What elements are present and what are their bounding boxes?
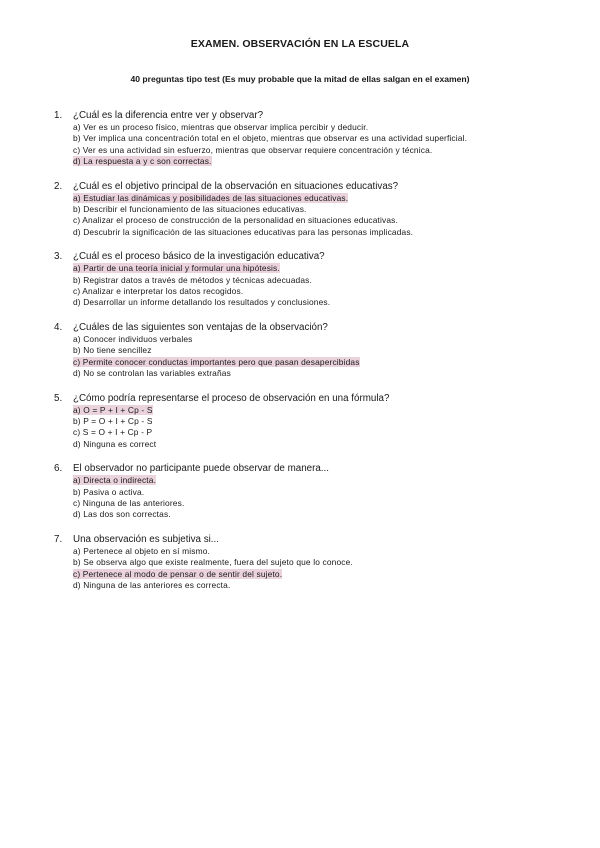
option-list xyxy=(54,122,554,167)
question-line xyxy=(54,109,554,122)
answer-text: c) Analizar el proceso de construcción de la personalidad en situaciones educativas. xyxy=(73,215,398,226)
question-line xyxy=(54,533,554,546)
option-list xyxy=(54,475,554,520)
document-subtitle: 40 preguntas tipo test (Es muy probable que la mitad de ellas salgan en el examen) xyxy=(130,74,470,84)
answer-option xyxy=(73,439,554,450)
question-text: ¿Cuál es el objetivo principal de la observación en situaciones educativas? xyxy=(73,180,399,192)
highlighted-answer-text: c) Permite conocer conductas importantes pero que pasan desapercibidas xyxy=(73,356,360,367)
answer-option xyxy=(73,275,554,286)
question-text: ¿Cuáles de las siguientes son ventajas de la observación? xyxy=(73,322,328,334)
answer-option xyxy=(73,193,554,204)
answer-text: b) Ver implica una concentración total en el objeto, mientras que observar es una actividad superficial. xyxy=(73,133,468,144)
answer-option xyxy=(73,357,554,368)
answer-text: d) No se controlan las variables extrañas xyxy=(73,367,231,378)
answer-option xyxy=(73,546,554,557)
highlighted-answer-text: d) La respuesta a y c son correctas. xyxy=(73,155,212,166)
answer-option xyxy=(73,416,554,427)
highlighted-answer-text: a) Directa o indirecta. xyxy=(73,475,157,486)
question-text: Una observación es subjetiva si... xyxy=(73,534,219,546)
answer-text: d) Las dos son correctas. xyxy=(73,509,171,520)
question-item xyxy=(54,321,554,379)
answer-option xyxy=(73,580,554,591)
answer-option xyxy=(73,487,554,498)
question-number: 4. xyxy=(54,322,63,334)
option-list xyxy=(54,405,554,450)
highlighted-answer-text: a) O = P + I + Cp - S xyxy=(73,404,153,415)
question-item xyxy=(54,109,554,167)
question-line xyxy=(54,250,554,263)
question-line xyxy=(54,462,554,475)
answer-option xyxy=(73,263,554,274)
answer-text: d) Ninguna de las anteriores es correcta. xyxy=(73,580,231,591)
answer-option xyxy=(73,475,554,486)
answer-text: c) Analizar e interpretar los datos recogidos. xyxy=(73,285,244,296)
answer-text: c) Ver es una actividad sin esfuerzo, mientras que observar requiere concentración y técnica. xyxy=(73,144,433,155)
answer-option xyxy=(73,569,554,580)
answer-option xyxy=(73,286,554,297)
answer-text: d) Ninguna es correct xyxy=(73,438,157,449)
question-line xyxy=(54,321,554,334)
answer-option xyxy=(73,297,554,308)
option-list xyxy=(54,546,554,591)
question-item xyxy=(54,462,554,520)
answer-option xyxy=(73,498,554,509)
answer-option xyxy=(73,334,554,345)
answer-option xyxy=(73,133,554,144)
question-text: ¿Cómo podría representarse el proceso de observación en una fórmula? xyxy=(73,392,390,404)
question-item xyxy=(54,180,554,238)
answer-option xyxy=(73,204,554,215)
answer-text: b) Registrar datos a través de métodos y técnicas adecuadas. xyxy=(73,274,312,285)
question-item xyxy=(54,250,554,308)
answer-text: b) P = O + I + Cp - S xyxy=(73,416,153,427)
question-number: 7. xyxy=(54,534,63,546)
answer-text: a) Pertenece al objeto en sí mismo. xyxy=(73,546,210,557)
answer-text: d) Desarrollar un informe detallando los resultados y conclusiones. xyxy=(73,297,331,308)
answer-option xyxy=(73,345,554,356)
answer-option xyxy=(73,215,554,226)
highlighted-answer-text: c) Pertenece al modo de pensar o de sentir del sujeto. xyxy=(73,568,283,579)
option-list xyxy=(54,334,554,379)
question-list xyxy=(54,109,554,604)
answer-text: b) No tiene sencillez xyxy=(73,345,152,356)
question-text: ¿Cuál es el proceso básico de la investigación educativa? xyxy=(73,251,325,263)
question-text: ¿Cuál es la diferencia entre ver y observar? xyxy=(73,110,264,121)
answer-text: c) S = O + I + Cp - P xyxy=(73,427,153,438)
answer-option xyxy=(73,427,554,438)
highlighted-answer-text: a) Estudiar las dinámicas y posibilidades de las situaciones educativas. xyxy=(73,192,349,203)
answer-option xyxy=(73,368,554,379)
answer-option xyxy=(73,557,554,568)
question-number: 2. xyxy=(54,180,63,192)
answer-option xyxy=(73,227,554,238)
highlighted-answer-text: a) Partir de una teoría inicial y formular una hipótesis. xyxy=(73,263,280,274)
answer-option xyxy=(73,122,554,133)
answer-option xyxy=(73,145,554,156)
answer-text: d) Descubrir la significación de las situaciones educativas para las personas implicadas. xyxy=(73,226,414,237)
question-number: 6. xyxy=(54,463,63,475)
answer-text: a) Ver es un proceso físico, mientras que observar implica percibir y deducir. xyxy=(73,122,369,132)
question-line xyxy=(54,180,554,193)
answer-option xyxy=(73,156,554,167)
answer-text: a) Conocer individuos verbales xyxy=(73,334,193,345)
answer-text: c) Ninguna de las anteriores. xyxy=(73,498,185,509)
question-item xyxy=(54,392,554,450)
answer-text: b) Se observa algo que existe realmente, fuera del sujeto que lo conoce. xyxy=(73,557,353,568)
question-number: 1. xyxy=(54,110,63,121)
question-line xyxy=(54,392,554,405)
answer-option xyxy=(73,405,554,416)
question-item xyxy=(54,533,554,591)
document-title: EXAMEN. OBSERVACIÓN EN LA ESCUELA xyxy=(190,38,410,50)
option-list xyxy=(54,193,554,238)
answer-text: b) Pasiva o activa. xyxy=(73,486,145,497)
answer-text: b) Describir el funcionamiento de las situaciones educativas. xyxy=(73,203,307,214)
option-list xyxy=(54,263,554,308)
question-text: El observador no participante puede observar de manera... xyxy=(73,463,329,475)
question-number: 3. xyxy=(54,251,63,263)
answer-option xyxy=(73,509,554,520)
question-number: 5. xyxy=(54,392,63,404)
